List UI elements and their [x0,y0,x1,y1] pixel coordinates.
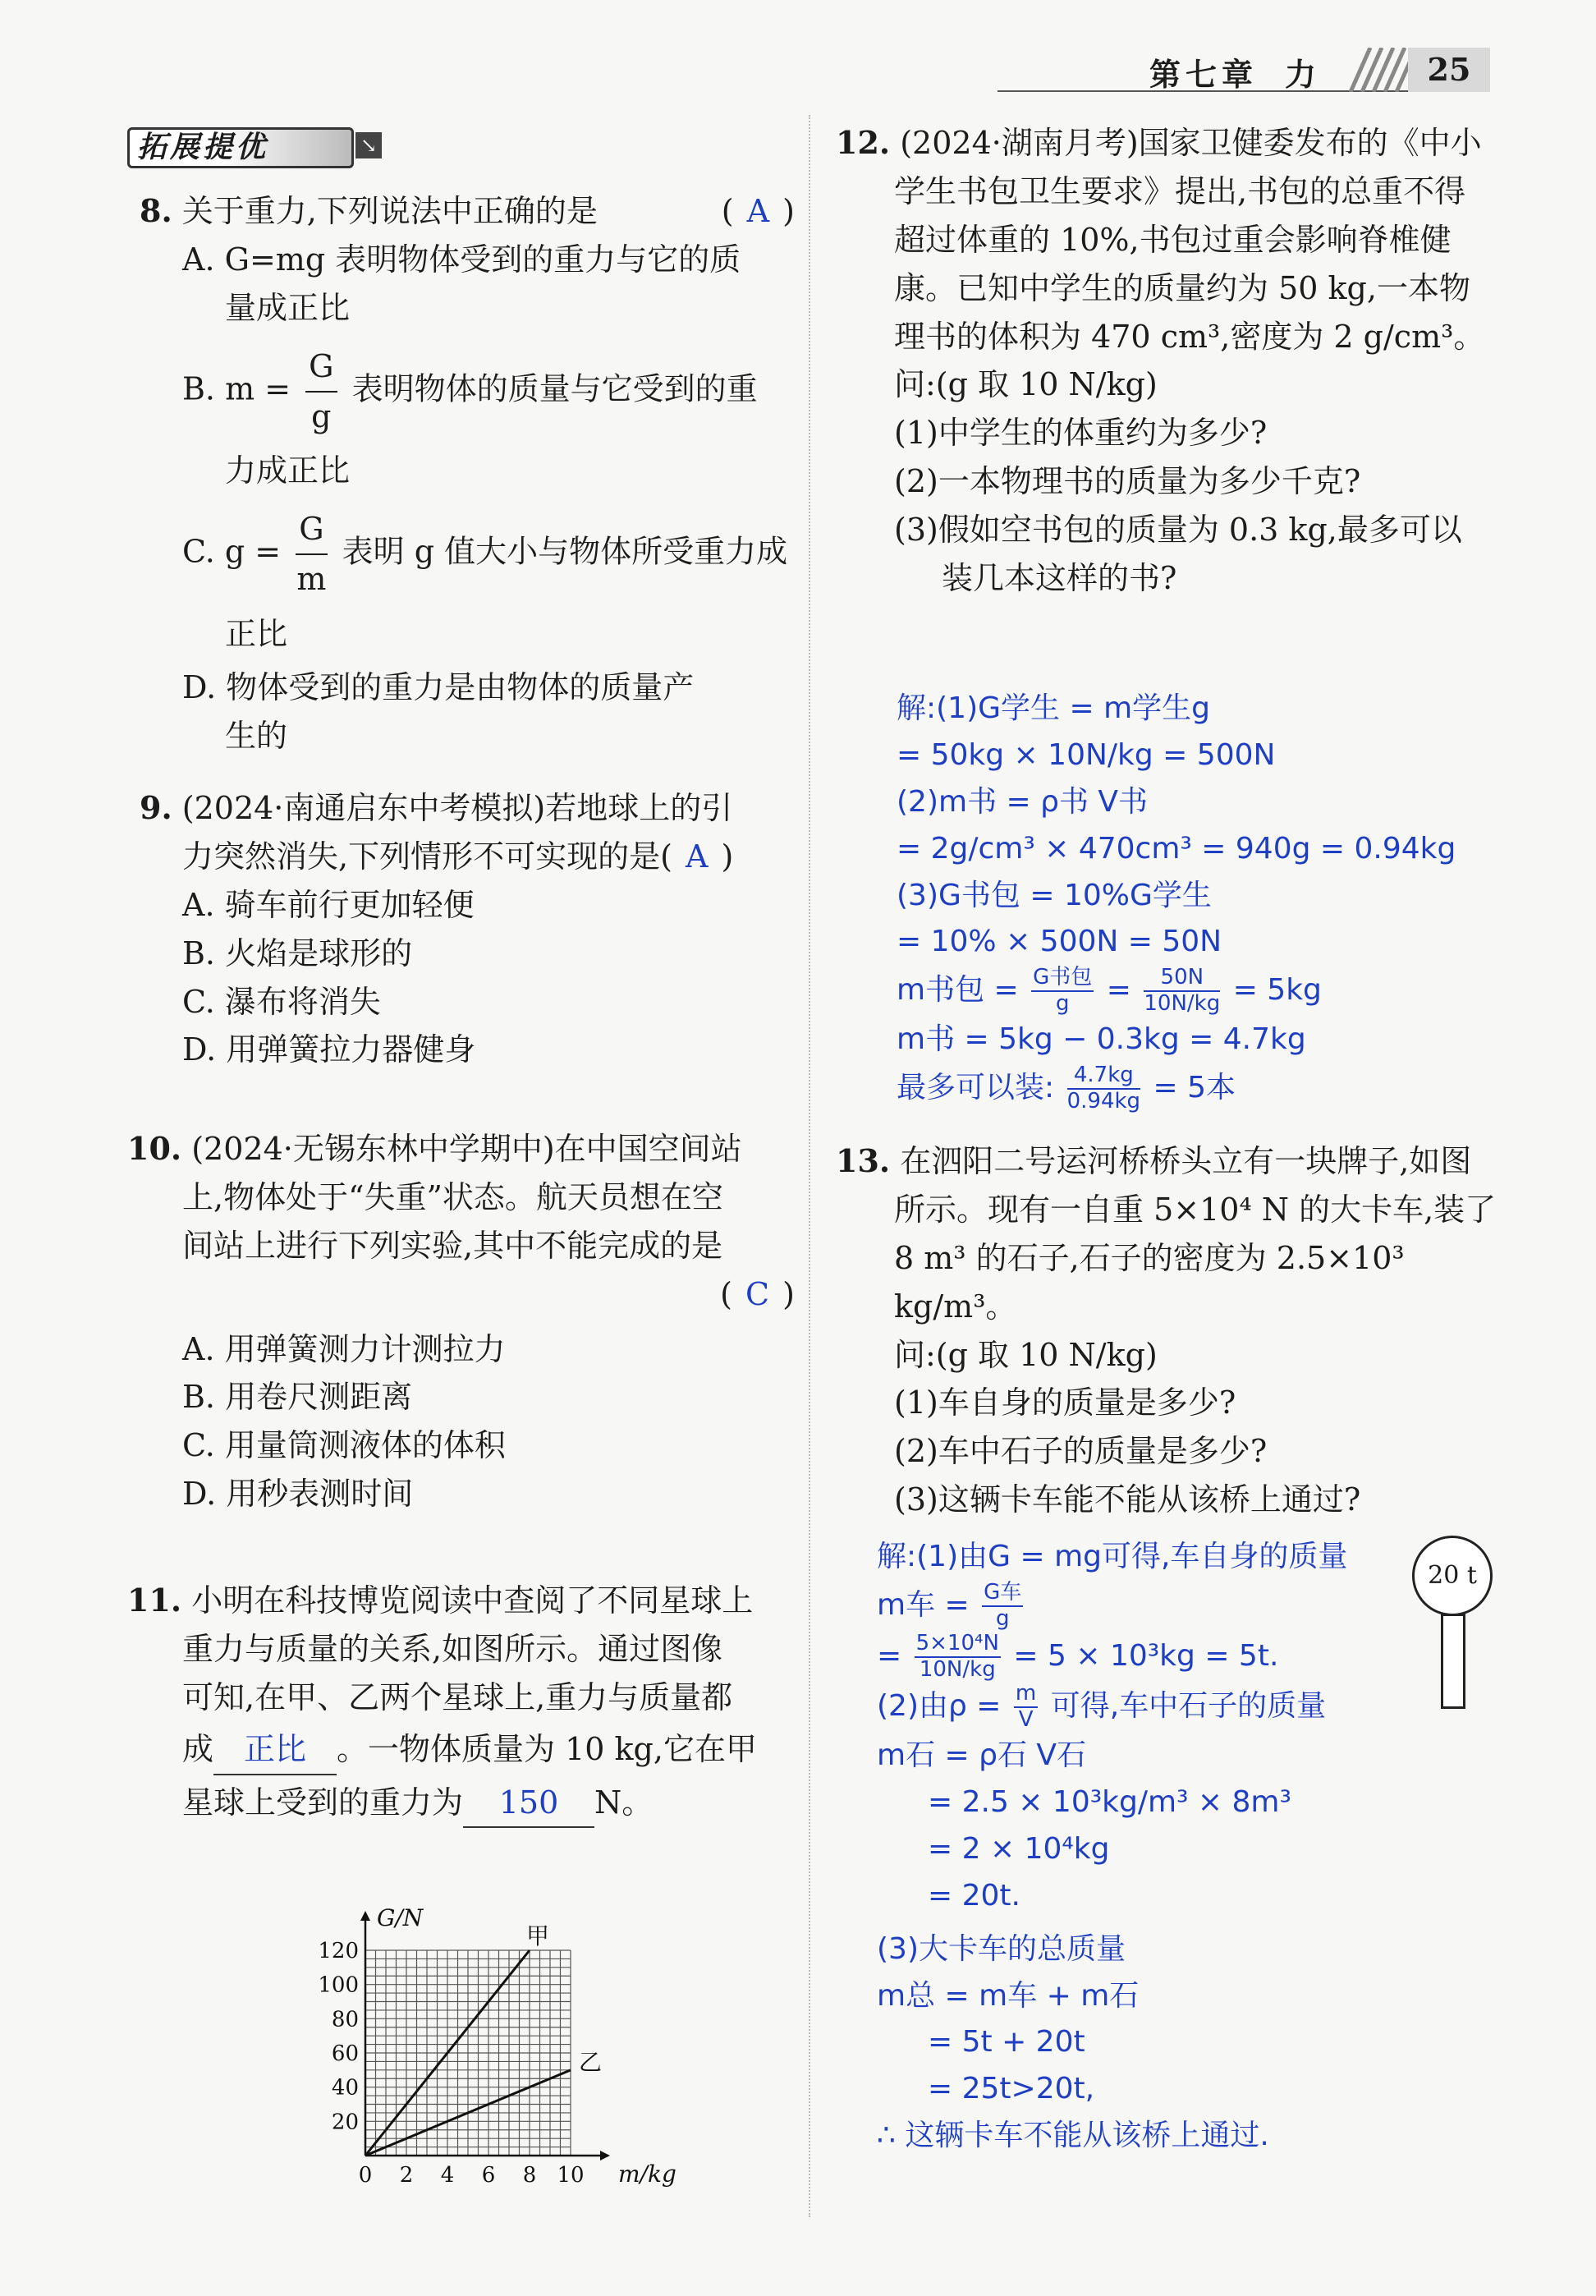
q12-sol-a7-frac2 [1144,966,1220,1017]
q13-b3-fd: 10N/kg [919,1656,996,1682]
y-tick-label: 80 [331,2007,359,2032]
q8-option-a: A. G=mg 表明物体受到的重力与它的质 [182,241,741,278]
q9-stem-line2 [140,833,796,881]
q13-sol-line12: = 25t>20t, [928,2072,1095,2106]
q11-l5-pre: 星球上受到的重力为 [182,1784,464,1821]
q13-line1 [836,1137,1517,1186]
q8-b-num: G [305,342,337,393]
q13-b4-fn: m [1014,1682,1038,1708]
q12-line3: 超过体重的 10%,书包过重会影响脊椎健 [894,221,1452,258]
q8-c-den: m [296,561,327,598]
q12-sol-a7-pre: m书包 = [897,973,1019,1008]
q9-option-c: C. 瀑布将消失 [182,983,381,1020]
q11-l4-pre: 成 [182,1730,214,1767]
q12-sol-line4: = 2g/cm³ × 470cm³ = 940g = 0.94kg [897,831,1456,866]
q13-b4-post: 可得,车中石子的质量 [1050,1689,1327,1724]
q12-sol-a9-frac [1067,1063,1140,1114]
y-tick-label: 20 [331,2110,359,2135]
y-tick-label: 40 [331,2075,359,2101]
q10-answer-line [127,1270,796,1319]
q9-stem2: 力突然消失,下列情形不可实现的是 [182,838,661,875]
q10-number: 10. [127,1130,182,1167]
series-label-1: 甲 [526,1922,550,1949]
q10-option-a: A. 用弹簧测力计测拉力 [182,1330,506,1367]
q12-a9-fd: 0.94kg [1066,1088,1141,1114]
q9-option-b: B. 火焰是球形的 [182,934,413,971]
q8-option-c-cont: 正比 [225,616,288,653]
x-tick-label: 8 [522,2163,537,2188]
q9-option-d: D. 用弹簧拉力器健身 [182,1031,476,1068]
q12-a7-f2d: 10N/kg [1144,991,1221,1017]
q11-line3: 可知,在甲、乙两个星球上,重力与质量都 [182,1678,733,1715]
q8-option-b-post: 表明物体的质量与它受到的重 [351,370,758,407]
column-divider [809,115,810,2217]
q8-stem-line [140,187,796,236]
q13-b3-frac [915,1632,1001,1683]
q9-answer: A [686,838,710,875]
q12-sol-a7-eq: = [1106,973,1131,1008]
q13-sol-line13: ∴ 这辆卡车不能从该桥上通过. [877,2119,1269,2153]
q11-line1 [127,1577,796,1625]
sign-disc [1412,1536,1493,1616]
q10-answer: C [745,1275,772,1312]
arrow-icon: ↘ [355,132,382,158]
q13-b2-fn: G车 [982,1581,1023,1607]
sign-label: 20 t [1428,1561,1477,1590]
q13-l1: 在泗阳二号运河桥桥头立有一块牌子,如图 [900,1143,1472,1179]
q10-stem-line2: 上,物体处于“失重”状态。航天员想在空 [182,1178,723,1215]
q8-option-c-post: 表明 g 值大小与物体所受重力成 [342,533,788,570]
x-tick-label: 4 [440,2163,455,2188]
q13-sub3: (3)这辆卡车能不能从该桥上通过? [894,1481,1361,1518]
q10-option-c: C. 用量筒测液体的体积 [182,1427,506,1464]
q9-stem1: (2024·南通启东中考模拟)若地球上的引 [181,790,733,826]
q12-line5: 理书的体积为 470 cm³,密度为 2 g/cm³。 [894,318,1485,355]
q8-option-c-fraction [296,505,327,604]
q10-option-b: B. 用卷尺测距离 [182,1379,413,1416]
q12-sol-line8: m书 = 5kg − 0.3kg = 4.7kg [897,1022,1306,1057]
q12-line4: 康。已知中学生的质量约为 50 kg,一本物 [894,269,1470,306]
q10-stem-line3: 间站上进行下列实验,其中不能完成的是 [182,1227,723,1264]
q13-b2-frac [982,1581,1023,1632]
q12-sol-a7-frac1 [1031,966,1094,1017]
q13-number: 13. [836,1142,891,1179]
q13-solution [877,1534,1410,2160]
q12-sol-line2: = 50kg × 10N/kg = 500N [897,737,1276,772]
q9-number: 9. [140,789,172,826]
q13-b2-fd: g [995,1605,1010,1631]
question-13 [836,1137,1517,1524]
q10-answer-paren: ( C ) [720,1275,796,1312]
y-axis-arrow [360,1911,370,1921]
q13-b3-fn: 5×10⁴N [915,1632,1001,1658]
q11-line5 [127,1779,796,1829]
q11-line2: 重力与质量的关系,如图所示。通过图像 [182,1630,723,1667]
q13-sub2: (2)车中石子的质量是多少? [894,1433,1268,1470]
q8-c-num: G [296,505,327,555]
q12-a7-f1n: G书包 [1031,966,1094,992]
q13-line2: 所示。现有一自重 5×10⁴ N 的大卡车,装了 [894,1191,1497,1228]
q13-sol-line6: = 2.5 × 10³kg/m³ × 8m³ [928,1785,1291,1820]
q13-sol-line5: m石 = ρ石 V石 [877,1738,1087,1773]
section-tag [127,127,386,167]
question-11 [127,1577,796,1828]
q12-sub3: (3)假如空书包的质量为 0.3 kg,最多可以 [894,512,1462,549]
q13-b3-pre: = [877,1638,902,1673]
x-axis-arrow [600,2151,610,2161]
q11-l5-post: N。 [594,1784,654,1821]
q11-line4 [127,1725,796,1775]
page-number-box [1408,48,1490,92]
chapter-title: 力 [1285,56,1317,93]
q8-stem: 关于重力,下列说法中正确的是 [181,193,598,229]
q13-sol-line2 [877,1581,1410,1632]
q12-sol-line5: (3)G书包 = 10%G学生 [897,878,1212,912]
q12-sol-line9 [897,1063,1537,1114]
gravity-mass-chart [304,1864,681,2193]
q13-b3-post: = 5 × 10³kg = 5t. [1013,1638,1279,1673]
q13-sub1: (1)车自身的质量是多少? [894,1384,1236,1421]
q13-line4: 问:(g 取 10 N/kg) [894,1336,1158,1373]
q12-line1 [836,119,1517,168]
question-9 [140,784,796,1074]
q8-answer-paren: ( A ) [721,193,796,229]
question-10 [127,1125,796,1518]
q12-sol-a7-post: = 5kg [1232,973,1322,1008]
q13-sol-line1: 解:(1)由G = mg可得,车自身的质量 [877,1540,1348,1573]
q9-option-a: A. 骑车前行更加轻便 [182,886,475,923]
q13-sol-line10: m总 = m车 + m石 [877,1978,1140,2013]
q11-l4-post: 。一物体质量为 10 kg,它在甲 [337,1730,757,1767]
y-tick-label: 120 [318,1939,359,1963]
q13-b4-fd: V [1018,1707,1034,1733]
q12-solution [897,686,1537,1114]
q12-number: 12. [836,124,891,161]
q8-b-den: g [311,397,332,434]
x-tick-label: 2 [399,2163,414,2188]
q11-number: 11. [127,1582,182,1619]
q8-number: 8. [140,192,172,229]
q13-line3: 8 m³ 的石子,石子的密度为 2.5×10³ kg/m³。 [894,1239,1405,1325]
q11-l1: 小明在科技博览阅读中查阅了不同星球上 [191,1582,754,1619]
weight-limit-sign [1412,1536,1491,1712]
sign-post [1441,1614,1465,1709]
q8-option-b-pre: B. m = [182,370,291,407]
q8-option-b-fraction [305,342,337,441]
q11-blank-1: 正比 [213,1725,337,1775]
header-stripes-decoration [1342,48,1416,92]
q13-sol-line9: (3)大卡车的总质量 [877,1931,1126,1966]
q13-b4-frac [1014,1682,1038,1733]
q13-sol-line8: = 20t. [928,1878,1020,1913]
q13-sol-line4 [877,1682,1410,1733]
q13-sol-line7: = 2 × 10⁴kg [928,1831,1110,1866]
q8-option-a-cont: 量成正比 [225,289,351,326]
q13-b2-pre: m车 = [877,1587,970,1622]
q12-line2: 学生书包卫生要求》提出,书包的总重不得 [894,172,1466,209]
q10-stem-line1 [127,1125,796,1173]
x-tick-label: 6 [481,2163,496,2188]
q12-sol-line1: 解:(1)G学生 = m学生g [897,691,1210,725]
question-12 [836,119,1517,603]
page-header [998,48,1507,97]
q10-option-d: D. 用秒表测时间 [182,1476,414,1513]
q12-line6: 问:(g 取 10 N/kg) [894,366,1158,403]
y-axis-label: G/N [377,1904,424,1931]
q13-sol-line11: = 5t + 20t [928,2025,1085,2060]
q8-option-d: D. 物体受到的重力是由物体的质量产 [182,669,695,706]
q8-option-b-cont: 力成正比 [225,452,351,489]
q8-option-d-cont: 生的 [225,717,288,754]
section-tag-label: 拓展提优 [137,130,269,164]
x-axis-label: m/kg [618,2161,676,2188]
q12-sol-a9-post: = 5本 [1153,1070,1236,1104]
q11-blank-2: 150 [463,1779,594,1829]
q12-a7-f1d: g [1055,991,1070,1017]
q10-stem1: (2024·无锡东林中学期中)在中国空间站 [191,1131,742,1167]
q12-sub1: (1)中学生的体重约为多少? [894,415,1268,452]
q13-b4-pre: (2)由ρ = [877,1689,1002,1724]
y-tick-label: 100 [318,1972,359,1998]
q12-sol-a9-pre: 最多可以装: [897,1070,1055,1104]
q12-sol-line6: = 10% × 500N = 50N [897,925,1222,959]
question-8 [140,187,796,760]
q8-option-c-pre: C. g = [182,533,282,570]
q12-sub2: (2)一本物理书的质量为多少千克? [894,463,1361,500]
q12-a7-f2n: 50N [1144,966,1220,992]
q8-answer: A [746,193,772,229]
q12-sol-line7 [897,966,1537,1017]
y-tick-label: 60 [331,2041,359,2066]
q13-sol-line3 [877,1632,1410,1683]
q12-sol-line3: (2)m书 = ρ书 V书 [897,784,1149,819]
q8-option-c [140,505,796,604]
page-number: 25 [1427,51,1471,88]
series-label-2: 乙 [579,2048,603,2076]
q9-stem-line1 [140,784,796,833]
q9-answer-paren: ( A ) [660,838,736,875]
chapter-label: 第七章 [1149,56,1259,93]
x-tick-label: 0 [358,2163,373,2188]
q12-l1: (2024·湖南月考)国家卫健委发布的《中小 [900,125,1482,161]
x-tick-label: 10 [557,2163,585,2188]
q8-option-b [140,342,796,441]
q12-a9-fn: 4.7kg [1067,1063,1140,1090]
q12-sub3-cont: 装几本这样的书? [942,560,1177,597]
